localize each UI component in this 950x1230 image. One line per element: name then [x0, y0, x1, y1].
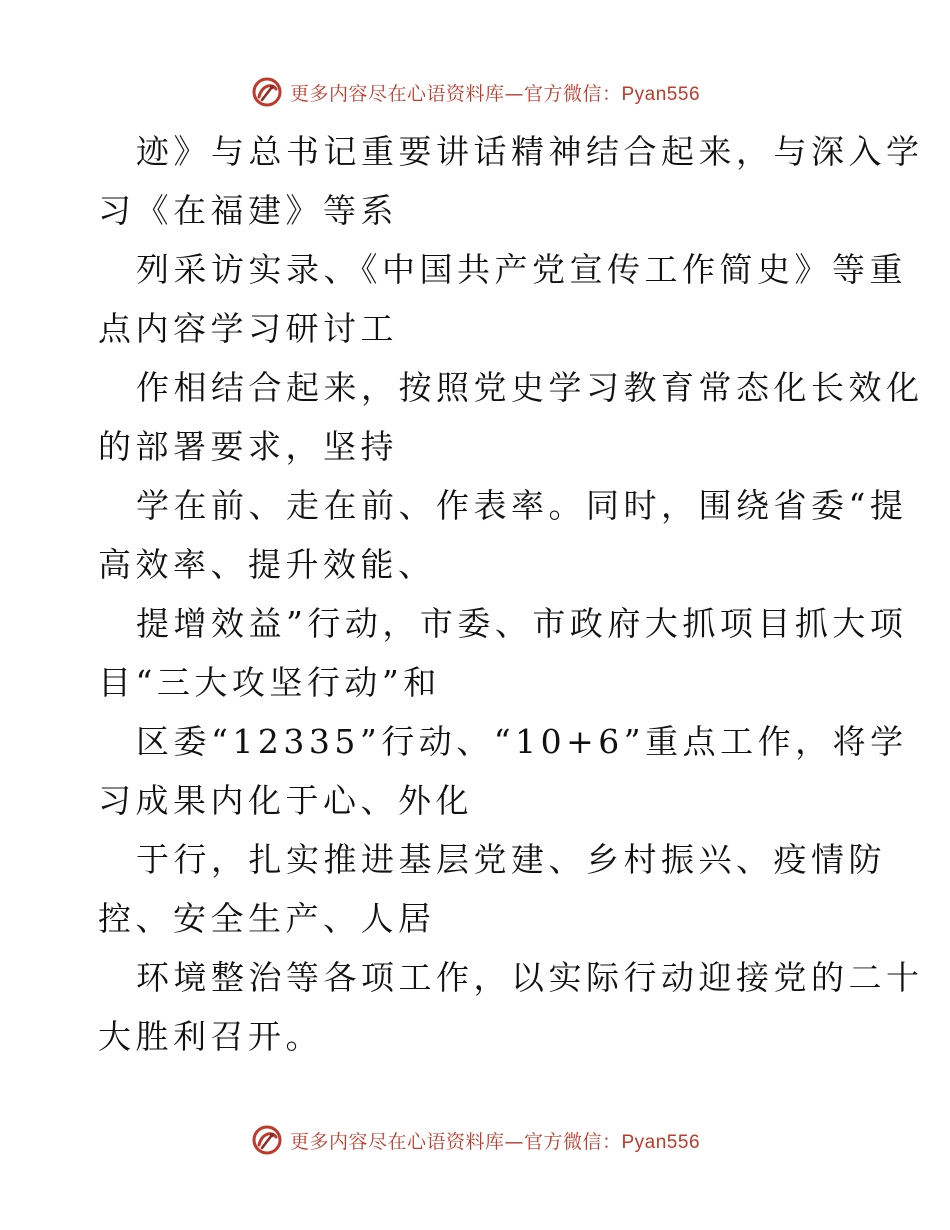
paragraph-line: 于行，扎实推进基层党建、乡村振兴、疫情防 — [136, 840, 886, 879]
footer-watermark — [0, 1120, 950, 1160]
paragraph-line: 目“三大攻坚行动”和 — [98, 663, 441, 702]
paragraph-line: 点内容学习研讨工 — [98, 309, 398, 348]
paragraph-line: 作相结合起来，按照党史学习教育常态化长效化 — [136, 368, 924, 407]
paragraph-line: 环境整治等各项工作，以实际行动迎接党的二十 — [136, 958, 924, 997]
document-body — [98, 122, 924, 1066]
paragraph-line: 列采访实录、《中国共产党宣传工作简史》等重 — [136, 250, 907, 289]
red-swirl-logo-icon — [250, 1123, 284, 1157]
paragraph-line: 习《在福建》等系 — [98, 191, 398, 230]
watermark-text: 更多内容尽在心语资料库—官方微信：Pyan556 — [289, 82, 701, 105]
red-swirl-logo-icon — [250, 75, 284, 109]
paragraph-line: 大胜利召开。 — [98, 1017, 323, 1056]
header-watermark — [0, 72, 950, 112]
paragraph-line: 区委“12335”行动、“10+6”重点工作，将学 — [136, 722, 908, 761]
paragraph-line: 控、安全生产、人居 — [98, 899, 436, 938]
paragraph-line: 学在前、走在前、作表率。同时，围绕省委“提 — [136, 486, 908, 525]
paragraph-line: 高效率、提升效能、 — [98, 545, 436, 584]
watermark-text: 更多内容尽在心语资料库—官方微信：Pyan556 — [289, 1130, 701, 1153]
paragraph-line: 迹》与总书记重要讲话精神结合起来，与深入学 — [136, 132, 924, 171]
paragraph-line: 习成果内化于心、外化 — [98, 781, 473, 820]
paragraph-line: 提增效益”行动，市委、市政府大抓项目抓大项 — [136, 604, 908, 643]
paragraph-line: 的部署要求，坚持 — [98, 427, 398, 466]
